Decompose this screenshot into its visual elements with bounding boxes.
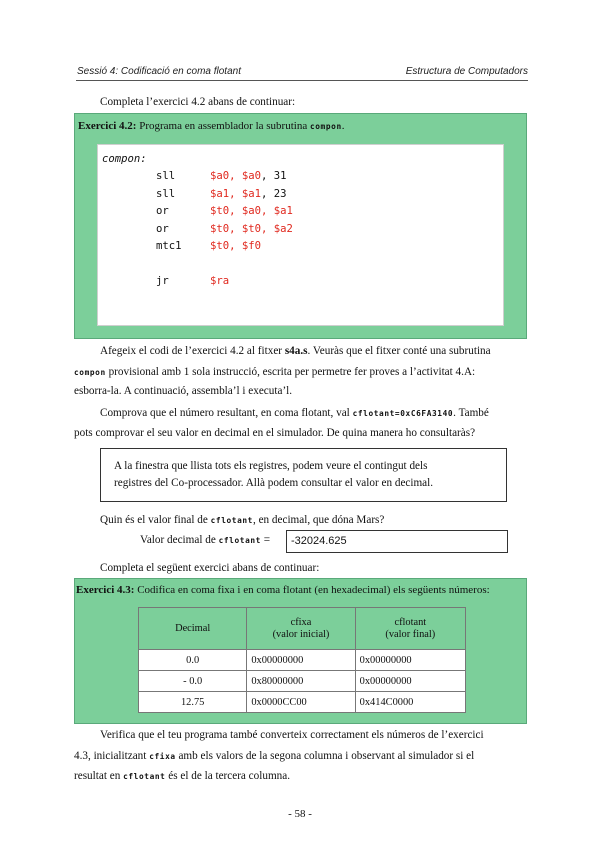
exercise-4-2-title xyxy=(78,120,344,132)
p3-text-c: resultat en xyxy=(74,770,124,782)
paragraph-1-line-2 xyxy=(74,365,475,380)
header-decimal xyxy=(139,608,247,650)
decimal-value-field[interactable] xyxy=(286,530,508,553)
value-label-code: cflotant xyxy=(218,536,261,545)
exercise-4-2-box xyxy=(74,113,527,339)
code-op: sll xyxy=(156,187,176,200)
cell-cflotant[interactable]: 0x00000000 xyxy=(355,650,465,671)
code-line-5 xyxy=(156,273,229,290)
code-op: sll xyxy=(156,170,176,182)
code-args: $t0, $a0, $a1 xyxy=(210,205,293,217)
exercise-4-2-period: . xyxy=(341,120,345,132)
code-op: jr xyxy=(156,275,169,287)
exercise-4-3-box xyxy=(74,578,527,724)
code-args: $t0, $f0 xyxy=(210,240,262,252)
p2-text-a: Comprova que el número resultant, en coma flotant, val xyxy=(100,407,353,419)
answer-box[interactable] xyxy=(100,448,507,502)
answer-line-2: registres del Co-processador. Allà podem consultar el valor en decimal. xyxy=(114,477,434,489)
paragraph-2-line-2: pots comprovar el seu valor en decimal en el simulador. De quina manera ho consultaràs? xyxy=(74,427,476,439)
header-cfixa-label: cfixa xyxy=(290,616,312,628)
p1-code-word: compon xyxy=(74,368,106,377)
code-block xyxy=(102,151,147,168)
header-right: Estructura de Computadors xyxy=(405,66,528,77)
paragraph-1-line-3: esborra-la. A continuació, assembla’l i executa’l. xyxy=(74,385,293,397)
cell-cflotant[interactable]: 0x00000000 xyxy=(355,671,465,692)
code-op: mtc1 xyxy=(156,240,182,252)
paragraph-2-line-1 xyxy=(100,406,489,421)
exercise-4-2-code-word: compon xyxy=(309,122,342,131)
value-label xyxy=(140,533,270,548)
p3-code-2: cflotant xyxy=(123,772,166,781)
p3-text-d: és el de la tercera columna. xyxy=(165,770,291,782)
exercise-4-2-text: Programa en assemblador la subrutina xyxy=(139,120,308,132)
paragraph-3-line-1: Verifica que el teu programa també converteix correctament els números de l’exercici xyxy=(100,729,484,741)
question-text-a: Quin és el valor final de xyxy=(100,514,211,526)
table-row xyxy=(139,671,466,692)
code-args: $a0, $a0 xyxy=(210,170,262,182)
conversion-table xyxy=(138,607,466,713)
header-decimal-label: Decimal xyxy=(175,622,211,634)
question-text xyxy=(100,513,384,528)
code-op: or xyxy=(156,205,169,217)
paragraph-3-line-2 xyxy=(74,749,474,764)
exercise-4-3-title xyxy=(76,584,490,596)
header-cflotant-sub: (valor final) xyxy=(385,628,436,640)
code-args: $t0, $t0, $a2 xyxy=(210,222,293,235)
paragraph-1-line-1 xyxy=(100,344,528,359)
header-cfixa-sub: (valor inicial) xyxy=(272,628,330,640)
exercise-4-3-text: Codifica en coma fixa i en coma flotant (en hexadecimal) els següents números: xyxy=(137,584,490,596)
p3-text-a: 4.3, inicialitzant xyxy=(74,750,150,762)
table-header-row xyxy=(139,608,466,650)
p1-filename: s4a.s xyxy=(284,345,308,357)
header-cfixa xyxy=(247,608,355,650)
code-op: or xyxy=(156,222,169,235)
p1-text-line2: provisional amb 1 sola instrucció, escrita per permetre fer proves a l’activitat 4.A: xyxy=(105,366,476,378)
cell-cfixa[interactable]: 0x80000000 xyxy=(247,671,355,692)
cell-decimal: 12.75 xyxy=(139,692,247,713)
code-line-2 xyxy=(156,203,293,220)
intro-text-2: Completa el següent exercici abans de continuar: xyxy=(100,562,320,574)
cell-decimal: - 0.0 xyxy=(139,671,247,692)
header-left: Sessió 4: Codificació en coma flotant xyxy=(77,66,241,77)
code-panel xyxy=(97,144,504,326)
code-args: $ra xyxy=(210,275,230,287)
p2-text-b: . També xyxy=(453,407,489,419)
code-args: $a1, $a1 xyxy=(210,187,262,200)
code-tail: , 31 xyxy=(261,170,287,182)
cell-cflotant[interactable]: 0x414C0000 xyxy=(355,692,465,713)
answer-line-1: A la finestra que llista tots els registres, podem veure el contingut dels xyxy=(114,460,428,472)
exercise-4-3-label: Exercici 4.3: xyxy=(76,584,135,596)
cell-cfixa[interactable]: 0x00000000 xyxy=(247,650,355,671)
cell-cfixa[interactable]: 0x0000CC00 xyxy=(247,692,355,713)
question-code: cflotant xyxy=(210,516,253,525)
p1-text-b: . Veuràs que el fitxer conté una subrutina xyxy=(307,345,491,357)
exercise-4-2-label: Exercici 4.2: xyxy=(78,120,137,132)
code-label: compon: xyxy=(102,153,147,165)
code-line-4 xyxy=(156,238,261,255)
table-row xyxy=(139,650,466,671)
intro-text-1: Completa l’exercici 4.2 abans de continuar: xyxy=(100,96,296,108)
p1-text-a: Afegeix el codi de l’exercici 4.2 al fitxer xyxy=(100,345,285,357)
p2-code: cflotant=0xC6FA3140 xyxy=(352,409,454,418)
page-number: - 58 - xyxy=(288,808,312,820)
header-cflotant xyxy=(355,608,465,650)
decimal-value: -32024.625 xyxy=(291,535,347,547)
paragraph-3-line-3 xyxy=(74,769,290,784)
header-rule xyxy=(76,80,528,81)
value-label-a: Valor decimal de xyxy=(140,534,219,546)
cell-decimal: 0.0 xyxy=(139,650,247,671)
code-tail: , 23 xyxy=(261,187,287,200)
table-row xyxy=(139,692,466,713)
header-cflotant-label: cflotant xyxy=(394,616,427,628)
code-line-3 xyxy=(156,221,293,238)
question-text-b: , en decimal, que dóna Mars? xyxy=(252,514,385,526)
code-line-1 xyxy=(156,186,287,203)
p3-text-b: amb els valors de la segona columna i observant al simulador si el xyxy=(175,750,475,762)
code-line-0 xyxy=(156,168,287,185)
value-label-b: = xyxy=(260,534,271,546)
p3-code-1: cfixa xyxy=(149,752,176,761)
